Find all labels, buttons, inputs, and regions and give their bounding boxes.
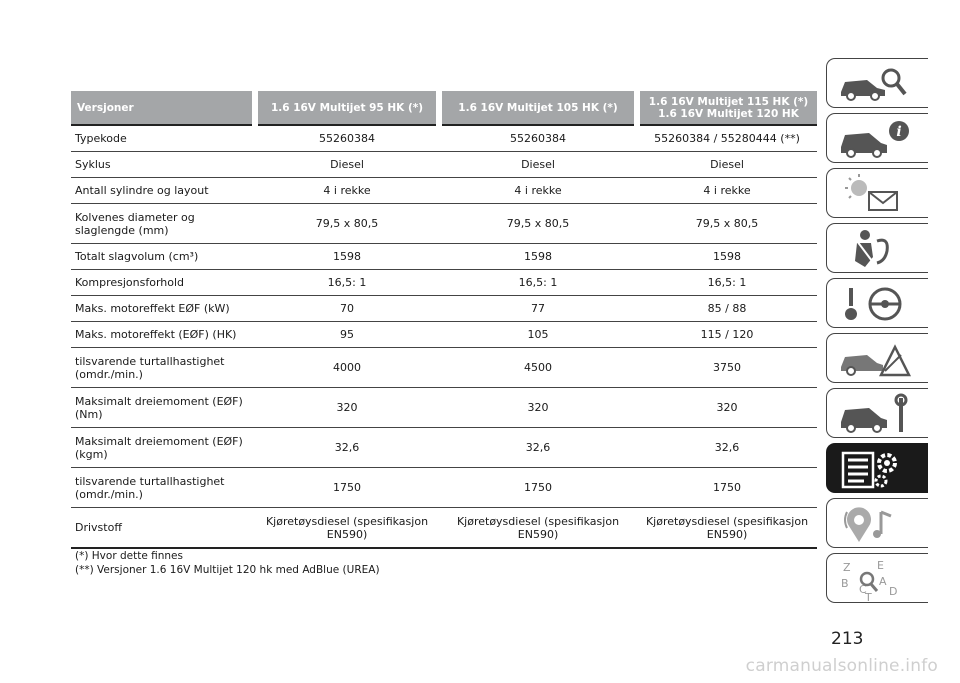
index-letter: E [877,559,884,572]
tab-dashboard[interactable] [826,113,928,163]
row-value: 79,5 x 80,5 [439,204,637,244]
tab-multimedia[interactable] [826,498,928,548]
tab-getting-to-know[interactable] [826,58,928,108]
row-label: Totalt slagvolum (cm³) [71,244,255,270]
row-value: 55260384 / 55280444 (**) [637,125,817,152]
table-row [71,348,817,388]
row-value: 95 [255,322,439,348]
warning-lights-icon [837,172,917,216]
row-label: Maksimalt dreiemoment (EØF) (kgm) [71,428,255,468]
table-row [71,322,817,348]
car-search-icon [837,62,917,106]
page-number: 213 [831,629,864,649]
header-95hk: 1.6 16V Multijet 95 HK (*) [255,91,439,125]
car-info-icon [837,117,917,161]
row-value: Diesel [255,152,439,178]
row-label: Antall sylindre og layout [71,178,255,204]
row-value: 1598 [439,244,637,270]
row-label: Maks. motoreffekt (EØF) (HK) [71,322,255,348]
row-label: Typekode [71,125,255,152]
row-value: Kjøretøysdiesel (spesifikasjon EN590) [439,508,637,549]
alphabetical-index-icon [837,557,917,601]
watermark: carmanualsonline.info [745,656,938,676]
multimedia-icon [837,502,917,546]
row-label: Drivstoff [71,508,255,549]
row-label: tilsvarende turtallhastighet (omdr./min.) [71,348,255,388]
tab-warning-lights[interactable] [826,168,928,218]
tab-starting-driving[interactable] [826,278,928,328]
table-row [71,428,817,468]
row-label: Kompresjonsforhold [71,270,255,296]
row-value: 32,6 [255,428,439,468]
header-115-120hk: 1.6 16V Multijet 115 HK (*) 1.6 16V Multijet 120 HK [637,91,817,125]
table-row [71,468,817,508]
table-row [71,244,817,270]
row-value: 70 [255,296,439,322]
tab-technical-data[interactable] [826,443,928,493]
row-value: 4 i rekke [637,178,817,204]
row-label: Syklus [71,152,255,178]
row-value: 32,6 [439,428,637,468]
table-row [71,204,817,244]
index-letter: A [879,575,887,588]
car-breakdown-icon [837,337,917,381]
row-value: 1598 [637,244,817,270]
row-value: 4 i rekke [439,178,637,204]
row-label: Kolvenes diameter og slaglengde (mm) [71,204,255,244]
index-letter: D [889,585,898,598]
row-value: 77 [439,296,637,322]
technical-data-icon [837,447,917,491]
table-row [71,125,817,152]
svg-text:i: i [896,124,902,140]
row-label: Maks. motoreffekt EØF (kW) [71,296,255,322]
row-value: 1750 [255,468,439,508]
row-value: 16,5: 1 [439,270,637,296]
tab-maintenance[interactable] [826,388,928,438]
row-value: 55260384 [439,125,637,152]
airbag-seatbelt-icon [837,227,917,271]
car-wrench-icon [837,392,917,436]
row-value: 32,6 [637,428,817,468]
row-value: Kjøretøysdiesel (spesifikasjon EN590) [255,508,439,549]
row-label: tilsvarende turtallhastighet (omdr./min.) [71,468,255,508]
footnote: (**) Versjoner 1.6 16V Multijet 120 hk med AdBlue (UREA) [75,564,380,576]
row-value: 16,5: 1 [255,270,439,296]
footnotes [75,549,380,577]
row-value: Kjøretøysdiesel (spesifikasjon EN590) [637,508,817,549]
row-value: 55260384 [255,125,439,152]
index-letter: C [859,583,867,596]
tab-emergency[interactable] [826,333,928,383]
row-value: Diesel [637,152,817,178]
row-value: 320 [439,388,637,428]
row-value: 3750 [637,348,817,388]
table-row [71,152,817,178]
index-letter: T [865,591,872,601]
chapter-tabs [826,58,928,608]
row-value: 16,5: 1 [637,270,817,296]
table-row [71,508,817,549]
steering-wheel-key-icon [837,282,917,326]
header-105hk: 1.6 16V Multijet 105 HK (*) [439,91,637,125]
table-row [71,388,817,428]
row-value: 85 / 88 [637,296,817,322]
footnote: (*) Hvor dette finnes [75,550,183,562]
row-value: 4500 [439,348,637,388]
row-value: 105 [439,322,637,348]
row-value: 1750 [637,468,817,508]
row-value: 320 [255,388,439,428]
row-value: Diesel [439,152,637,178]
index-letter: B [841,577,849,590]
row-value: 4 i rekke [255,178,439,204]
table-row [71,178,817,204]
tab-safety[interactable] [826,223,928,273]
row-label: Maksimalt dreiemoment (EØF) (Nm) [71,388,255,428]
tab-index[interactable] [826,553,928,603]
index-letter: Z [843,561,851,574]
row-value: 320 [637,388,817,428]
table-row [71,296,817,322]
row-value: 1750 [439,468,637,508]
technical-data-table [71,91,817,549]
row-value: 79,5 x 80,5 [255,204,439,244]
table-row [71,270,817,296]
row-value: 115 / 120 [637,322,817,348]
header-versions: Versjoner [71,91,255,125]
row-value: 79,5 x 80,5 [637,204,817,244]
table-header-row [71,91,817,125]
row-value: 1598 [255,244,439,270]
row-value: 4000 [255,348,439,388]
